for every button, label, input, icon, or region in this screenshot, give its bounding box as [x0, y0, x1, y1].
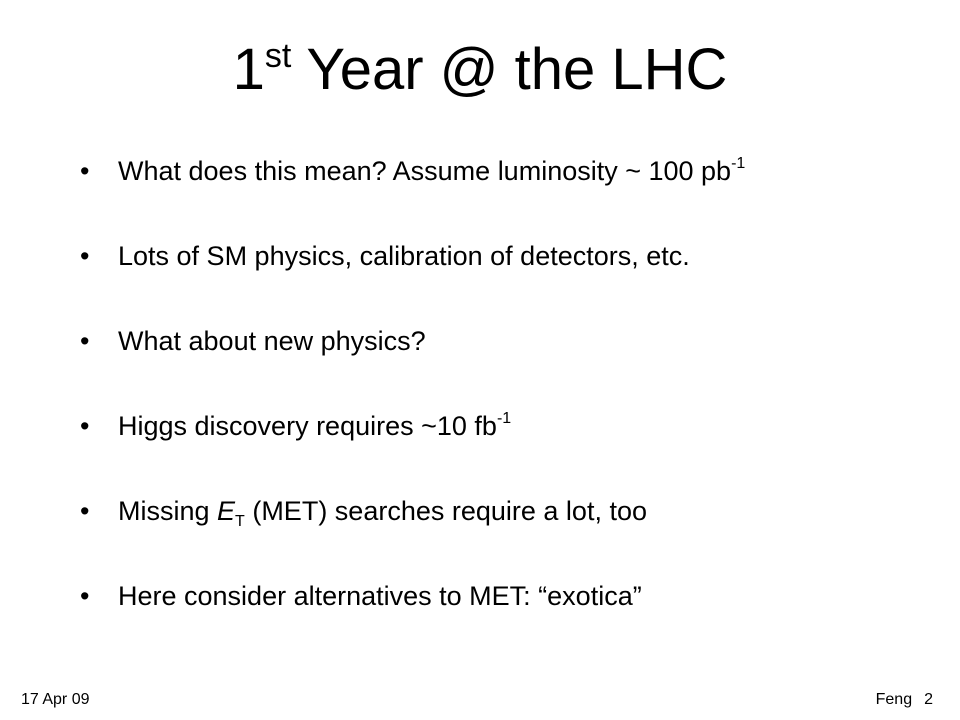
bullet-superscript: -1	[496, 410, 512, 427]
bullet-text-main: Missing	[118, 496, 218, 526]
footer-author: Feng	[875, 691, 913, 708]
bullet-text: What about new physics?	[118, 326, 426, 356]
page-number: 2	[924, 691, 933, 708]
bullet-marker: •	[80, 156, 90, 186]
bullet-marker: •	[80, 411, 90, 441]
bullet-superscript: -1	[731, 155, 746, 172]
footer-date: 17 Apr 09	[21, 691, 90, 708]
bullet-marker: •	[80, 241, 90, 271]
bullet-text-main: Higgs discovery requires ~10 fb	[118, 411, 497, 441]
bullet-marker: •	[80, 496, 90, 526]
bullet-text	[118, 154, 745, 188]
bullet-text: Lots of SM physics, calibration of detectors, etc.	[118, 241, 690, 271]
bullet-subscript: T	[235, 513, 245, 530]
bullet-text-main: What does this mean? Assume luminosity ~ 100 pb	[118, 156, 732, 186]
title-superscript: st	[264, 37, 292, 75]
bullet-text	[118, 409, 511, 443]
title-prefix: 1	[232, 37, 265, 102]
bullet-italic-symbol: E	[217, 496, 236, 526]
footer-right	[876, 690, 933, 710]
bullet-text-after: (MET) searches require a lot, too	[244, 496, 647, 526]
bullet-text: Here consider alternatives to MET: “exotica”	[118, 581, 642, 611]
bullet-marker: •	[80, 326, 90, 356]
title-rest: Year @ the LHC	[291, 37, 728, 102]
bullet-text	[118, 494, 647, 528]
bullet-marker: •	[80, 581, 90, 611]
